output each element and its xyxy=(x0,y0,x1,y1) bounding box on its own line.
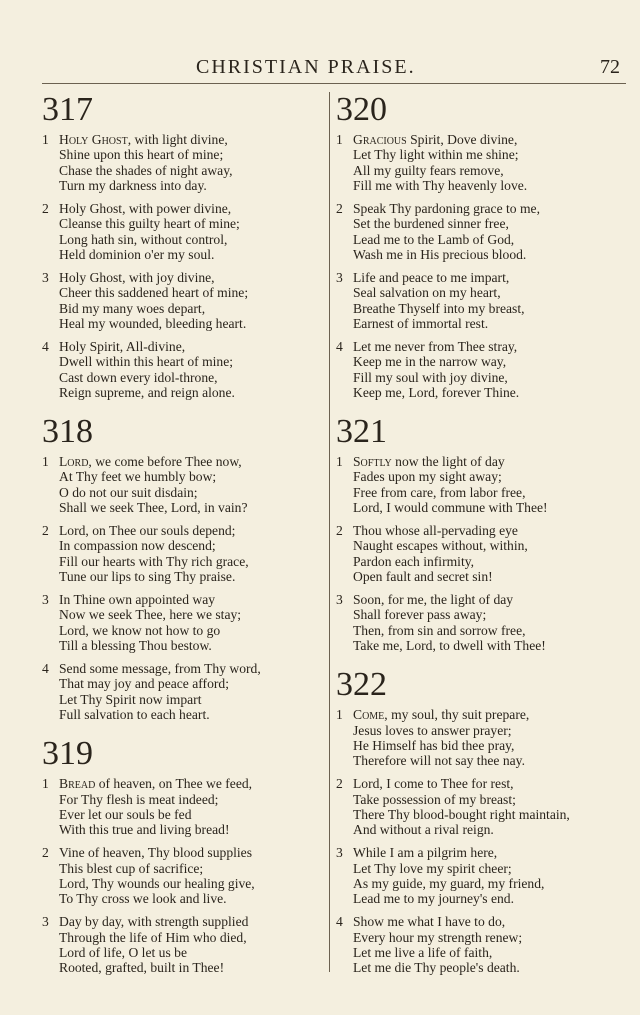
verse-line: Lord, on Thee our souls depend; xyxy=(59,523,236,539)
verse-first-word: Gracious xyxy=(353,132,407,147)
verse-line: Shine upon this heart of mine; xyxy=(59,147,224,163)
verse-line: Cast down every idol-throne, xyxy=(59,369,218,385)
stanza xyxy=(42,339,317,400)
stanza xyxy=(336,592,626,653)
stanza-number: 1 xyxy=(42,132,49,147)
stanza xyxy=(42,845,317,906)
verse-line: Now we seek Thee, here we stay; xyxy=(59,607,242,623)
verse-line: Fill me with Thy heavenly love. xyxy=(353,177,528,193)
stanza xyxy=(42,592,317,653)
verse-line: Wash me in His precious blood. xyxy=(353,246,527,262)
verse-line: Free from care, from labor free, xyxy=(353,484,526,500)
stanza-number: 4 xyxy=(336,338,343,354)
verse-line: Lord, Thy wounds our healing give, xyxy=(59,875,255,891)
verse-line: O do not our suit disdain; xyxy=(59,484,198,500)
verse-line: Lord, I would commune with Thee! xyxy=(353,500,548,516)
header-rule xyxy=(42,83,626,84)
stanza-number: 1 xyxy=(336,132,343,147)
verse-first-word: Come xyxy=(353,707,385,723)
hymn-318 xyxy=(42,414,317,722)
verse-line: Keep me in the narrow way, xyxy=(353,354,507,370)
verse-line: Tune our lips to sing Thy praise. xyxy=(59,569,236,585)
hymn-number: 321 xyxy=(336,413,387,451)
verse-line: Shall we seek Thee, Lord, in vain? xyxy=(59,500,248,516)
running-title: CHRISTIAN PRAISE. xyxy=(196,56,416,78)
verse-line: Fill our hearts with Thy rich grace, xyxy=(59,553,249,569)
verse-line: Every hour my strength renew; xyxy=(353,929,523,945)
verse-line: Keep me, Lord, forever Thine. xyxy=(353,384,520,400)
verse-line: In Thine own appointed way xyxy=(59,592,216,608)
stanza xyxy=(42,776,317,837)
stanza xyxy=(336,201,626,262)
stanza-number: 2 xyxy=(42,845,49,861)
stanza-number: 4 xyxy=(336,914,343,930)
verse-line: Turn my darkness into day. xyxy=(59,177,207,193)
stanza xyxy=(42,201,317,262)
verse-line: Through the life of Him who died, xyxy=(59,929,247,945)
hymn-317 xyxy=(42,92,317,400)
verse-line: Shall forever pass away; xyxy=(353,607,487,623)
verse-line-rest: now the light of day xyxy=(391,454,505,470)
verse-first-word: Softly xyxy=(353,454,392,470)
verse-line: Pardon each infirmity, xyxy=(353,553,475,569)
stanza xyxy=(42,523,317,584)
stanza-number: 1 xyxy=(42,454,49,470)
verse-line xyxy=(353,132,626,147)
verse-line: Lead me to the Lamb of God, xyxy=(353,231,515,247)
verse-line: Lord of life, O let us be xyxy=(59,944,187,960)
stanza xyxy=(336,454,626,515)
verse-line: He Himself has bid thee pray, xyxy=(353,737,515,753)
verse-line: Soon, for me, the light of day xyxy=(353,592,514,608)
verse-line: Naught escapes without, within, xyxy=(353,538,528,554)
verse-line: To Thy cross we look and live. xyxy=(59,891,227,907)
page-number: 72 xyxy=(600,56,620,78)
verse-line: Held dominion o'er my soul. xyxy=(59,246,215,262)
verse-line: Let me live a life of faith, xyxy=(353,944,493,960)
column-divider xyxy=(329,92,330,972)
stanza-number: 2 xyxy=(336,200,343,216)
verse-line: In compassion now descend; xyxy=(59,538,216,554)
verse-line: Chase the shades of night away, xyxy=(59,162,233,178)
verse-line: Breathe Thyself into my breast, xyxy=(353,300,525,316)
verse-line: Seal salvation on my heart, xyxy=(353,285,501,301)
left-column xyxy=(42,92,317,989)
verse-line: Show me what I have to do, xyxy=(353,914,506,930)
verse-line: Vine of heaven, Thy blood supplies xyxy=(59,845,252,861)
hymn-number: 320 xyxy=(336,91,387,128)
verse-line: Full salvation to each heart. xyxy=(59,706,210,722)
verse-line: Day by day, with strength supplied xyxy=(59,914,249,930)
verse-line: Cleanse this guilty heart of mine; xyxy=(59,216,240,232)
verse-line: Holy Ghost, with power divine, xyxy=(59,200,232,216)
verse-first-word: Lord xyxy=(59,454,89,470)
stanza xyxy=(336,523,626,584)
verse-line: Rooted, grafted, built in Thee! xyxy=(59,960,225,976)
verse-line: Open fault and secret sin! xyxy=(353,569,493,585)
verse-line: Lord, I come to Thee for rest, xyxy=(353,776,514,792)
stanza-number: 4 xyxy=(42,661,49,677)
verse-line: This blest cup of sacrifice; xyxy=(59,860,204,876)
verse-line: Dwell within this heart of mine; xyxy=(59,354,234,370)
verse-line: Let Thy Spirit now impart xyxy=(59,691,202,707)
verse-line: Till a blessing Thou bestow. xyxy=(59,638,212,653)
hymn-number: 317 xyxy=(42,91,93,128)
stanza xyxy=(42,270,317,331)
verse-line: Therefore will not say thee nay. xyxy=(353,753,525,769)
stanza xyxy=(42,914,317,975)
stanza-number: 3 xyxy=(336,845,343,861)
hymn-321 xyxy=(336,414,626,653)
verse-line xyxy=(59,776,317,791)
stanza-number: 3 xyxy=(42,914,49,930)
hymn-number: 318 xyxy=(42,413,93,451)
hymn-319 xyxy=(42,736,317,975)
verse-line-rest: , we come before Thee now, xyxy=(88,454,242,470)
verse-line: Speak Thy pardoning grace to me, xyxy=(353,200,540,216)
verse-line: At Thy feet we humbly bow; xyxy=(59,469,217,485)
stanza-number: 2 xyxy=(42,200,49,216)
stanza xyxy=(336,776,626,837)
stanza xyxy=(336,845,626,906)
verse-line: Take me, Lord, to dwell with Thee! xyxy=(353,638,546,653)
verse-line: Lead me to my journey's end. xyxy=(353,891,515,907)
stanza-number: 3 xyxy=(336,592,343,608)
verse-line: That may joy and peace afford; xyxy=(59,676,229,692)
verse-first-word: Bread xyxy=(59,776,96,792)
verse-line: As my guide, my guard, my friend, xyxy=(353,875,545,891)
stanza xyxy=(336,270,626,331)
stanza xyxy=(336,132,626,193)
stanza-number: 1 xyxy=(336,707,343,723)
verse-line: All my guilty fears remove, xyxy=(353,162,504,178)
verse-line xyxy=(59,132,317,147)
verse-line: Thou whose all-pervading eye xyxy=(353,523,518,539)
verse-line: There Thy blood-bought right maintain, xyxy=(353,806,570,822)
stanza-number: 1 xyxy=(42,776,49,792)
verse-line: Let me die Thy people's death. xyxy=(353,960,520,976)
verse-line: Bid my many woes depart, xyxy=(59,300,206,316)
verse-line: Lord, we know not how to go xyxy=(59,622,221,638)
verse-line: Let Thy love my spirit cheer; xyxy=(353,860,512,876)
stanza-number: 2 xyxy=(336,523,343,539)
verse-line: Take possession of my breast; xyxy=(353,791,516,807)
verse-line-rest: of heaven, on Thee we feed, xyxy=(95,776,253,792)
verse-line: Holy Ghost, with joy divine, xyxy=(59,269,215,285)
verse-line: Then, from sin and sorrow free, xyxy=(353,622,526,638)
stanza xyxy=(42,132,317,193)
hymn-320 xyxy=(336,92,626,400)
verse-line xyxy=(59,454,317,469)
verse-line: Set the burdened sinner free, xyxy=(353,216,509,232)
hymn-number: 322 xyxy=(336,666,387,704)
verse-line: For Thy flesh is meat indeed; xyxy=(59,791,219,807)
stanza-number: 2 xyxy=(336,776,343,792)
verse-line: Let Thy light within me shine; xyxy=(353,147,519,163)
stanza-number: 3 xyxy=(42,269,49,285)
stanza xyxy=(42,454,317,515)
verse-line: Let me never from Thee stray, xyxy=(353,338,518,354)
verse-line: Reign supreme, and reign alone. xyxy=(59,384,235,400)
verse-line: Send some message, from Thy word, xyxy=(59,661,261,677)
stanza-number: 4 xyxy=(42,338,49,354)
stanza xyxy=(42,661,317,722)
verse-line: And without a rival reign. xyxy=(353,822,494,838)
verse-line xyxy=(353,454,626,469)
verse-line: Fades upon my sight away; xyxy=(353,469,502,485)
verse-line: Holy Spirit, All-divine, xyxy=(59,338,186,354)
stanza xyxy=(336,707,626,768)
stanza-number: 2 xyxy=(42,523,49,539)
verse-line-rest: , my soul, thy suit prepare, xyxy=(384,707,530,723)
page-header xyxy=(0,56,640,86)
stanza-number: 3 xyxy=(336,269,343,285)
verse-line: Fill my soul with joy divine, xyxy=(353,369,508,385)
verse-line: Cheer this saddened heart of mine; xyxy=(59,285,249,301)
stanza xyxy=(336,339,626,400)
stanza-number: 3 xyxy=(42,592,49,608)
verse-line: Life and peace to me impart, xyxy=(353,269,510,285)
verse-line: Ever let our souls be fed xyxy=(59,806,192,822)
stanza xyxy=(336,914,626,975)
verse-line: Long hath sin, without control, xyxy=(59,231,228,247)
verse-line-rest: Spirit, Dove divine, xyxy=(406,132,518,147)
verse-line-rest: , with light divine, xyxy=(127,132,228,147)
verse-line: Earnest of immortal rest. xyxy=(353,315,489,331)
verse-line: Jesus loves to answer prayer; xyxy=(353,722,512,738)
verse-line: Heal my wounded, bleeding heart. xyxy=(59,315,247,331)
hymn-322 xyxy=(336,667,626,975)
hymn-number: 319 xyxy=(42,735,93,773)
stanza-number: 1 xyxy=(336,454,343,470)
right-column xyxy=(336,92,626,989)
verse-line: While I am a pilgrim here, xyxy=(353,845,498,861)
verse-line xyxy=(353,707,626,722)
verse-first-word: Holy Ghost xyxy=(59,132,128,147)
verse-line: With this true and living bread! xyxy=(59,822,230,838)
